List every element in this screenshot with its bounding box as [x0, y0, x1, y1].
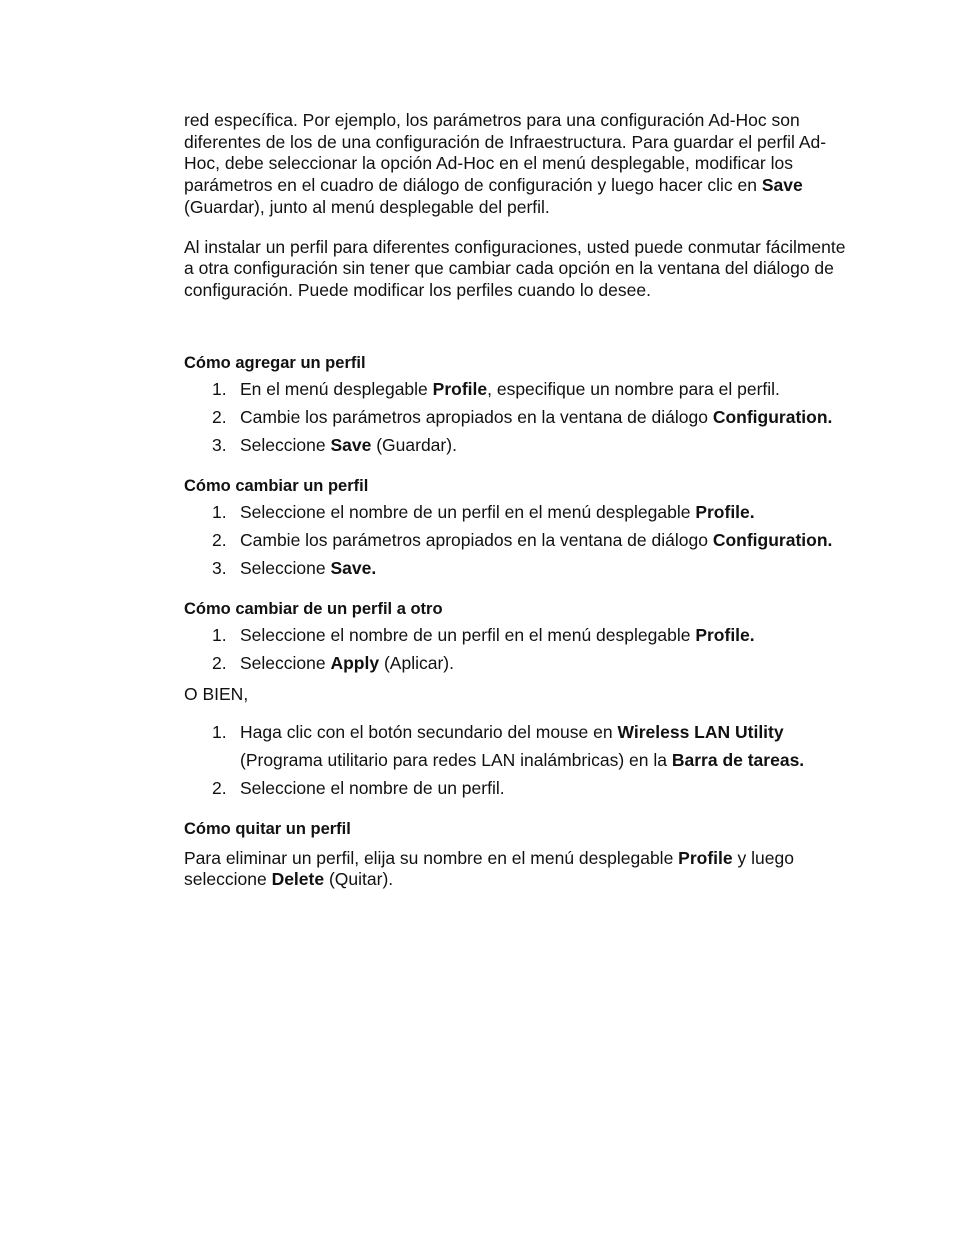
text-run: (Quitar). — [324, 869, 394, 890]
section-heading: Cómo cambiar un perfil — [184, 476, 369, 495]
text-run: Seleccione — [240, 434, 331, 455]
list-item — [184, 431, 848, 459]
text-run: red específica. Por ejemplo, los parámetros para una configuración Ad-Hoc son diferentes de los de una configuración de Infraestructura. Para guardar el perfil Ad-Hoc, debe seleccionar la opción Ad-Hoc en el menú desplegable, modificar los parámetros en el cuadro de diálogo de configuración y luego hacer clic en — [184, 110, 827, 196]
document-page — [184, 110, 848, 891]
change-profile-section — [184, 475, 848, 582]
text-run: Seleccione el nombre de un perfil. — [240, 777, 505, 798]
list-item — [184, 526, 848, 554]
bold-text: Wireless LAN Utility — [617, 721, 784, 742]
list-item — [184, 375, 848, 403]
list-number: 3. — [212, 434, 227, 455]
list-number: 2. — [212, 777, 227, 798]
remove-profile-text — [184, 848, 848, 891]
switch-profile-section — [184, 598, 848, 802]
intro-paragraph-2 — [184, 237, 848, 302]
list-number: 1. — [212, 501, 227, 522]
bold-text: Configuration. — [712, 406, 833, 427]
step-list — [184, 375, 848, 459]
list-item — [184, 718, 848, 774]
list-number: 2. — [212, 652, 227, 673]
step-list — [184, 498, 848, 582]
bold-text: Barra de tareas. — [671, 749, 805, 770]
alt-step-list — [184, 718, 848, 802]
text-run: Seleccione — [240, 652, 331, 673]
list-number: 1. — [212, 624, 227, 645]
text-run: (Aplicar). — [379, 652, 454, 673]
bold-text: Profile — [432, 378, 488, 399]
list-item — [184, 403, 848, 431]
text-run: Para eliminar un perfil, elija su nombre en el menú desplegable — [184, 847, 679, 868]
list-item — [184, 649, 848, 677]
bold-text: Save. — [330, 557, 377, 578]
list-number: 1. — [212, 721, 227, 742]
bold-text: Profile. — [695, 624, 755, 645]
text-run: y luego seleccione — [184, 847, 794, 890]
list-item — [184, 774, 848, 802]
list-item — [184, 621, 848, 649]
bold-text: Profile. — [695, 501, 755, 522]
text-run: Cambie los parámetros apropiados en la ventana de diálogo — [240, 529, 713, 550]
list-number: 2. — [212, 406, 227, 427]
bold-text: Delete — [271, 869, 325, 890]
bold-text: Profile — [678, 847, 733, 868]
text-run: Seleccione — [240, 557, 331, 578]
remove-profile-section — [184, 818, 848, 891]
section-heading: Cómo quitar un perfil — [184, 819, 351, 838]
bold-text: Configuration. — [712, 529, 833, 550]
list-item — [184, 554, 848, 582]
text-run: (Guardar), junto al menú desplegable del perfil. — [184, 196, 550, 217]
text-run: Haga clic con el botón secundario del mouse en — [240, 721, 618, 742]
section-heading: Cómo agregar un perfil — [184, 353, 366, 372]
text-run: En el menú desplegable — [240, 378, 433, 399]
intro-paragraph-1 — [184, 110, 848, 219]
bold-text: Save — [330, 434, 372, 455]
list-number: 3. — [212, 557, 227, 578]
or-text: O BIEN, — [184, 683, 249, 704]
list-number: 1. — [212, 378, 227, 399]
step-list — [184, 621, 848, 677]
text-run: Seleccione el nombre de un perfil en el menú desplegable — [240, 501, 696, 522]
text-run: Al instalar un perfil para diferentes configuraciones, usted puede conmutar fácilmente a otra configuración sin tener que cambiar cada opción en la ventana del diálogo de configuración. Puede modificar los perfiles cuando lo desee. — [184, 236, 846, 300]
section-heading: Cómo cambiar de un perfil a otro — [184, 599, 443, 618]
list-item — [184, 498, 848, 526]
text-run: , especifique un nombre para el perfil. — [487, 378, 780, 399]
text-run: (Programa utilitario para redes LAN inalámbricas) en la — [240, 749, 672, 770]
text-run: Cambie los parámetros apropiados en la ventana de diálogo — [240, 406, 713, 427]
text-run: Seleccione el nombre de un perfil en el menú desplegable — [240, 624, 696, 645]
add-profile-section — [184, 352, 848, 459]
text-run: (Guardar). — [371, 434, 457, 455]
bold-text: Save — [761, 175, 803, 196]
list-number: 2. — [212, 529, 227, 550]
bold-text: Apply — [330, 652, 380, 673]
